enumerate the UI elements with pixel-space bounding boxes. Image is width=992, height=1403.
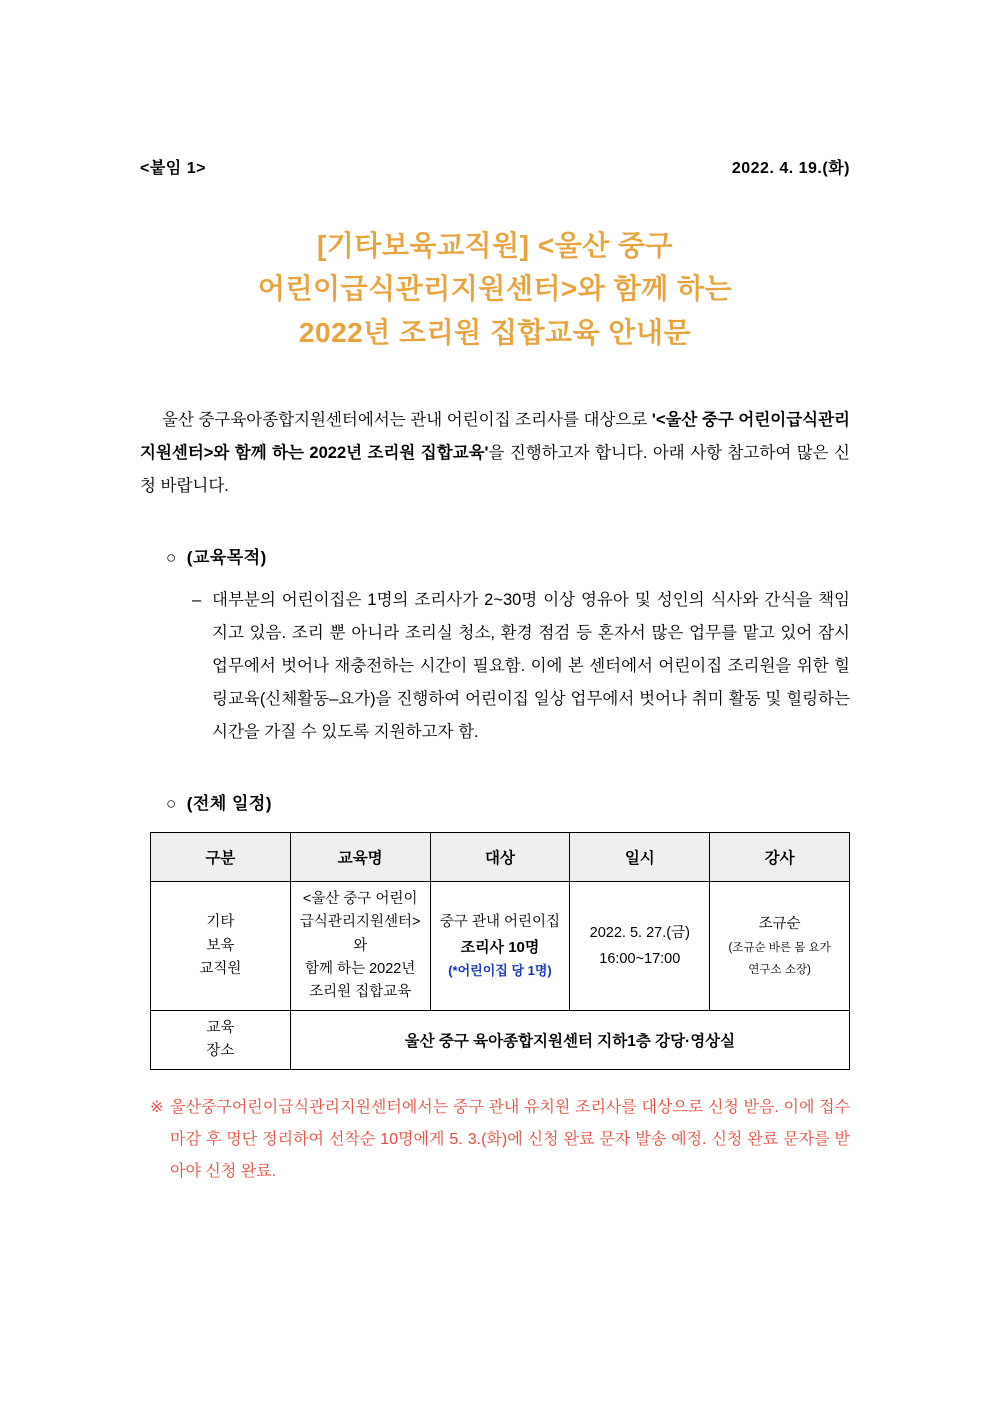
table-header-teacher: 강사 — [710, 833, 850, 882]
cell-teacher-sub-1: (조규순 바른 몸 요가 — [728, 942, 831, 955]
purpose-bullet — [192, 584, 850, 749]
schedule-table — [150, 832, 850, 1070]
cell-target-note: (*어린이집 당 1명) — [448, 963, 552, 979]
section-heading-purpose-label: (교육목적) — [186, 548, 267, 568]
intro-part-1: 울산 중구육아종합지원센터에서는 관내 어린이집 조리사를 대상으로 — [162, 411, 652, 430]
cell-teacher — [710, 882, 850, 1011]
intro-paragraph — [140, 404, 850, 503]
purpose-bullet-text: 대부분의 어린이집은 1명의 조리사가 2~30명 이상 영유아 및 성인의 식사와 간식을 책임지고 있음. 조리 뿐 아니라 조리실 청소, 환경 점검 등 혼자서 많은 업무를 맡고 있어 잠시 업무에서 벗어나 재충전하는 시간이 필요함. 이에 본 센터에서 어린이집 조리원을 위한 힐링교육(신체활동–요가)을 진행하여 어린이집 일상 업무에서 벗어나 취미 활동 및 힐링하는 시간을 가질 수 있도록 지원하고자 함. — [212, 591, 850, 742]
cell-datetime-date: 2022. 5. 27.(금) — [589, 925, 690, 942]
document-header — [140, 155, 850, 178]
cell-gubun-line-2: 보육 — [206, 937, 235, 954]
cell-target-line-2: 조리사 10명 — [460, 938, 540, 956]
cell-education-name — [290, 882, 430, 1011]
document-content — [140, 155, 850, 1188]
cell-target-line-1: 중구 관내 어린이집 — [439, 914, 561, 931]
dash-marker-icon: – — [192, 591, 202, 610]
table-header-name: 교육명 — [290, 833, 430, 882]
intro-part-2: 을 진행하고자 합니다. 아래 사항 참고하여 많은 신청 바랍니다. — [140, 444, 850, 496]
cell-education-name-line-3: 함께 하는 2022년 — [305, 960, 416, 977]
intro-bold: '<울산 중구 어린이급식관리지원센터>와 함께 하는 2022년 조리원 집합교육' — [140, 411, 850, 463]
footnote-text: 울산중구어린이급식관리지원센터에서는 중구 관내 유치원 조리사를 대상으로 신청 받음. 이에 접수 마감 후 명단 정리하여 선착순 10명에게 5. 3.(화)에 신청 완료 문자 발송 예정. 신청 완료 문자를 받아야 신청 완료. — [170, 1099, 850, 1181]
schedule-table-wrapper — [150, 832, 850, 1070]
cell-gubun-line-3: 교직원 — [199, 960, 242, 977]
section-heading-schedule-label: (전체 일정) — [186, 794, 273, 814]
cell-place-label-line-2: 장소 — [206, 1043, 235, 1060]
footnote — [150, 1092, 850, 1188]
table-header-target: 대상 — [430, 833, 570, 882]
table-row — [151, 882, 850, 1011]
circle-marker-icon-2: ○ — [166, 794, 177, 814]
cell-education-name-line-2: 급식관리지원센터>와 — [299, 914, 421, 954]
page-title — [140, 224, 850, 354]
cell-teacher-name: 조규순 — [758, 916, 801, 933]
attachment-label: <붙임 1> — [140, 160, 206, 177]
table-header-row — [151, 833, 850, 882]
cell-teacher-sub-2: 연구소 소장) — [748, 963, 811, 976]
cell-gubun — [151, 882, 291, 1011]
cell-place-label-line-1: 교육 — [206, 1020, 235, 1037]
document-date: 2022. 4. 19.(화) — [731, 160, 850, 177]
cell-education-name-line-1: <울산 중구 어린이 — [302, 891, 418, 908]
cell-education-name-line-4: 조리원 집합교육 — [309, 983, 412, 1000]
table-row-place — [151, 1011, 850, 1070]
title-line-2: 어린이급식관리지원센터>와 함께 하는 — [257, 273, 733, 305]
cell-gubun-line-1: 기타 — [206, 914, 235, 931]
cell-datetime — [570, 882, 710, 1011]
cell-place-value: 울산 중구 육아종합지원센터 지하1층 강당·영상실 — [290, 1011, 849, 1070]
cell-target — [430, 882, 570, 1011]
table-header-gubun: 구분 — [151, 833, 291, 882]
cell-place-label — [151, 1011, 291, 1070]
title-line-3: 2022년 조리원 집합교육 안내문 — [298, 316, 692, 348]
cell-datetime-time: 16:00~17:00 — [599, 951, 681, 968]
section-heading-purpose — [166, 543, 850, 568]
title-line-1: [기타보육교직원] <울산 중구 — [316, 230, 674, 261]
section-heading-schedule — [166, 789, 850, 814]
asterisk-marker-icon: ※ — [150, 1099, 164, 1117]
table-header-when: 일시 — [570, 833, 710, 882]
circle-marker-icon: ○ — [166, 548, 177, 568]
